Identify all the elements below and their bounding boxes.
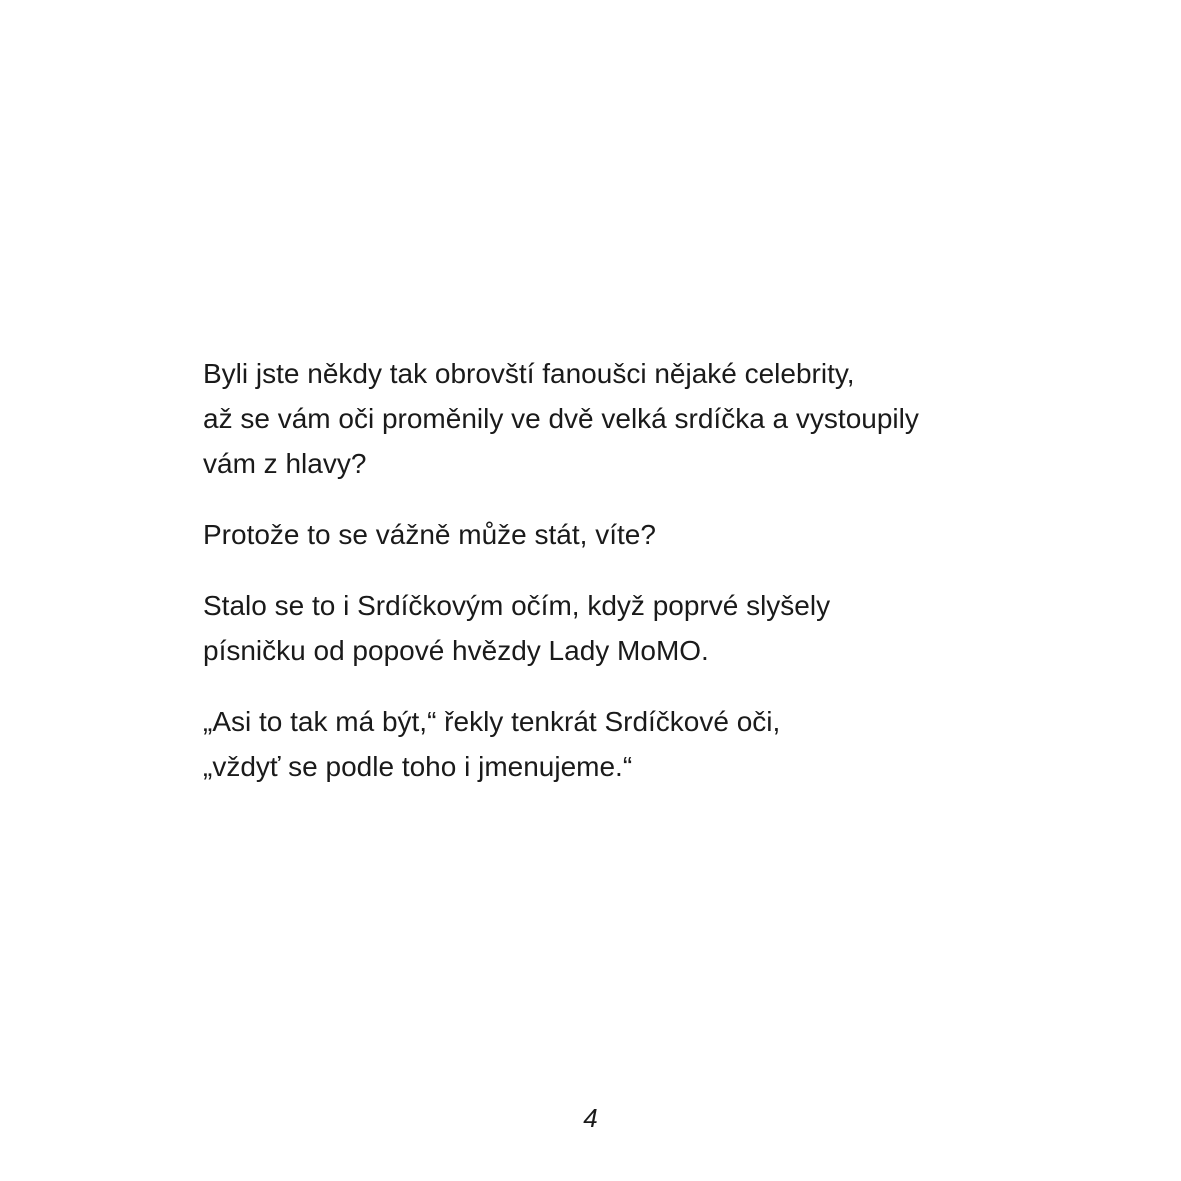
text-line: vám z hlavy?: [203, 448, 367, 479]
text-line: až se vám oči proměnily ve dvě velká srdíčka a vystoupily: [203, 403, 919, 434]
page-number: 4: [583, 1103, 598, 1133]
page-body-text: [203, 351, 1063, 789]
text-line: Stalo se to i Srdíčkovým očím, když poprvé slyšely: [203, 590, 831, 621]
paragraph-2: [203, 512, 1063, 557]
paragraph-1: [203, 351, 1063, 486]
paragraph-4: [203, 699, 1063, 789]
text-line: Protože to se vážně může stát, víte?: [203, 519, 656, 550]
paragraph-3: [203, 583, 1063, 673]
text-line: „Asi to tak má být,“ řekly tenkrát Srdíčkové oči,: [203, 706, 781, 737]
text-line: „vždyť se podle toho i jmenujeme.“: [203, 751, 633, 782]
text-line: Byli jste někdy tak obrovští fanoušci nějaké celebrity,: [203, 358, 855, 389]
text-line: písničku od popové hvězdy Lady MoMO.: [203, 635, 709, 666]
